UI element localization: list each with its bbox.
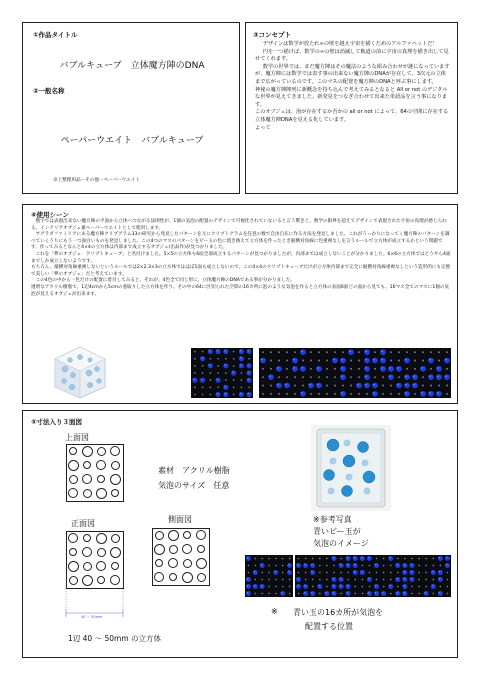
blue-bubble: [367, 591, 372, 596]
blue-bubble: [436, 366, 442, 372]
bubble-circle: [69, 475, 78, 484]
blue-bubble: [223, 392, 228, 397]
blue-bubble: [412, 383, 418, 389]
blue-bubble: [239, 363, 244, 368]
bubble-circle: [196, 558, 207, 569]
blue-bubble: [287, 570, 292, 575]
concept-box: [245, 22, 458, 194]
blue-bubble: [292, 366, 298, 372]
blue-bubble: [268, 374, 274, 380]
title-box: [22, 22, 240, 194]
blue-bubble: [353, 556, 358, 561]
blue-bubble: [284, 383, 290, 389]
bubble-circle: [82, 547, 92, 557]
bubble-circle: [68, 561, 79, 572]
blue-bubble: [316, 383, 322, 389]
dimension-label: 40 ～ 50mm: [81, 615, 103, 619]
blue-bubble: [192, 378, 197, 383]
blue-bubble: [388, 366, 394, 372]
bubble-size-text: 気泡のサイズ 任意: [158, 481, 230, 490]
blue-bubble: [308, 383, 314, 389]
blue-bubble: [300, 391, 306, 397]
category-text: 卓上整理用品－その他－ペーパーウエイト: [53, 178, 141, 183]
bubble-circle: [82, 575, 93, 586]
bubble-circle: [168, 558, 178, 568]
general-name-value: ペーパーウエイト バブルキューブ: [60, 136, 204, 146]
blue-bubble: [317, 584, 322, 589]
blue-bubble: [380, 358, 386, 364]
blue-bubble: [239, 356, 244, 361]
blue-bubble: [404, 374, 410, 380]
blue-bubble: [223, 363, 228, 368]
general-name-heading: ②一般名称: [33, 87, 65, 95]
blue-bubble: [396, 383, 402, 389]
blue-bubble: [303, 563, 308, 568]
acrylic-cube-photo: [53, 345, 107, 399]
blue-bubble: [402, 577, 407, 582]
blue-bubble: [239, 349, 244, 354]
blue-bubble: [310, 570, 315, 575]
title-value: バブルキューブ 立体魔方陣のDNA: [59, 61, 205, 71]
concept-line: 数学の世界では、まだ魔方陣はその魔法のような組み合わせが謎になっていますが、魔方陣には数学では表す事の出来ない魔方陣のDNAが存在して、3次元の立体まで広がっているのです。このマスの配置を魔方陣のDNAと呼ぶ事にします。: [255, 63, 450, 85]
blue-bubble: [253, 584, 258, 589]
blue-bubble: [445, 563, 450, 568]
blue-bubble: [247, 378, 252, 383]
bubble-circle: [68, 533, 78, 543]
blue-bubble: [339, 577, 344, 582]
blue-bubble: [276, 383, 282, 389]
bubble-circle: [197, 573, 206, 582]
blue-bubble: [428, 358, 434, 364]
bubble-circle: [68, 488, 78, 498]
note-line-2: 配置する位置: [305, 622, 353, 631]
blue-bubble: [247, 370, 252, 375]
bubble-circle: [97, 548, 106, 557]
blue-bubble: [420, 391, 426, 397]
bubble-circle: [69, 447, 77, 455]
bubble-circle: [154, 544, 165, 555]
front-view-grid: [66, 531, 124, 589]
bubble-circle: [169, 573, 177, 581]
blue-bubble: [346, 584, 351, 589]
blue-bubble: [388, 374, 394, 380]
bubble-circle: [96, 533, 107, 544]
blue-bubble: [287, 563, 292, 568]
blue-bubble: [223, 385, 228, 390]
blue-bubble: [431, 570, 436, 575]
top-view-label: 上面図: [65, 433, 89, 442]
blue-bubble: [431, 584, 436, 589]
blue-bubble: [303, 591, 308, 596]
blue-bubble: [246, 556, 251, 561]
top-view-grid: [66, 444, 124, 502]
blue-bubble: [436, 391, 442, 397]
blue-bubble: [438, 591, 443, 596]
blue-bubble: [340, 374, 346, 380]
blue-bubble-grid-photo: [259, 348, 451, 398]
blue-bubble: [208, 363, 213, 368]
blue-bubble: [380, 366, 386, 372]
concept-line: よって: [255, 124, 271, 131]
blue-bubble: [331, 577, 336, 582]
blue-bubble: [260, 584, 265, 589]
blue-bubble: [310, 591, 315, 596]
blue-bubble: [420, 366, 426, 372]
blue-bubble: [360, 556, 365, 561]
bubble-circle: [183, 559, 192, 568]
blue-bubble: [404, 358, 410, 364]
drawing-box: [22, 410, 458, 658]
blue-bubble: [444, 358, 450, 364]
concept-line: このオブジェは、泡が存在するか否かの all or not によって、64の空間に存在する立体魔方陣DNAを見える化しています。: [255, 109, 449, 123]
blue-bubble: [296, 584, 301, 589]
blue-bubble: [412, 374, 418, 380]
usage-text: [31, 219, 451, 298]
blue-bubble: [372, 383, 378, 389]
blue-bubble: [367, 577, 372, 582]
blue-bubble: [247, 392, 252, 397]
blue-bubble: [310, 563, 315, 568]
blue-bubble: [260, 563, 265, 568]
usage-heading: ④使用シーン: [31, 211, 69, 219]
bubble-circle: [182, 544, 192, 554]
blue-bubble: [428, 391, 434, 397]
blue-bubble: [246, 584, 251, 589]
bubble-circle: [83, 562, 92, 571]
note-mark: ※: [271, 607, 278, 616]
usage-box: [22, 204, 458, 404]
blue-bubble: [339, 584, 344, 589]
usage-paragraph: もちろん、縦横対角線重複しないというルールでは2×2.3×3の立方体ではほぼ1面も成立しないので、この4×4のクリプトキューブだけが立方体内部まで完全に縦横対角線重複なしという造形的にも完璧で美しい「夢のオブジェ」だと考えています。: [31, 265, 451, 277]
usage-paragraph: 透明なアクリル樹脂で、1辺4cmから5cmの亜取りした立方体を作り、その中の64に区切られた空間の16カ所に泡のような気泡を作ると立方体の表面6面どの面から見ても、16マス全てのマスに1個の気泡が見えるオブジェが出来ます。: [31, 284, 450, 297]
bubble-circle: [111, 562, 119, 570]
reference-photo-label: ※参考写真: [313, 515, 352, 524]
bubble-circle: [96, 561, 106, 571]
blue-bubble: [246, 577, 251, 582]
bubble-circle: [111, 534, 120, 543]
cube-size-text: 1辺 40 ～ 50mm の立方体: [68, 634, 162, 643]
blue-bubble: [409, 570, 414, 575]
blue-bubble: [223, 349, 228, 354]
note-line-1: 青い玉の16カ所が気泡を: [293, 608, 384, 617]
bubble-circle: [97, 576, 105, 584]
concept-line: 円を一つ描けば、数学の∞の壁は消滅して軌道の前に宇宙の真理を描き出して見せてくれます。: [255, 48, 449, 63]
blue-bubble: [260, 358, 266, 364]
blue-bubble: [356, 383, 362, 389]
reference-cube-photo: [311, 425, 391, 511]
blue-bubble: [388, 556, 393, 561]
bubble-circle: [110, 446, 120, 456]
blue-bubble: [346, 556, 351, 561]
blue-bubble: [428, 374, 434, 380]
blue-bubble: [208, 349, 213, 354]
bubble-circle: [169, 545, 178, 554]
blue-bubble: [200, 356, 205, 361]
blue-bubble: [200, 378, 205, 383]
blue-bubble: [372, 358, 378, 364]
blue-bubble: [300, 349, 306, 355]
bubble-circle: [155, 559, 163, 567]
blue-bubble: [436, 374, 442, 380]
marble-caption: 青いビー玉が: [313, 527, 361, 536]
blue-bubble: [340, 358, 346, 364]
blue-bubble: [404, 391, 410, 397]
blue-bubble: [216, 378, 221, 383]
blue-bubble: [231, 370, 236, 375]
blue-bubble: [247, 363, 252, 368]
blue-bubble: [276, 366, 282, 372]
blue-bubble: [280, 591, 285, 596]
blue-bubble: [402, 591, 407, 596]
blue-bubble: [381, 591, 386, 596]
bubble-circle: [197, 545, 205, 553]
blue-bubble: [324, 591, 329, 596]
title-heading: ①作品タイトル: [33, 31, 78, 39]
blue-bubble: [402, 570, 407, 575]
bubble-circle: [154, 572, 164, 582]
side-view-grid: [152, 528, 210, 586]
concept-text: [255, 41, 451, 132]
side-view-label: 側面図: [168, 515, 192, 524]
blue-bubble: [395, 577, 400, 582]
blue-bubble: [332, 358, 338, 364]
blue-bubble: [246, 591, 251, 596]
blue-bubble: [216, 392, 221, 397]
concept-line: デザインは数学が放たれ∞の壁を越え宇宙を描くためのアルファベットだ！: [262, 41, 438, 47]
bubble-circle: [82, 446, 93, 457]
blue-bubble: [374, 584, 379, 589]
bubble-circle: [110, 547, 121, 558]
drawing-heading: ⑤寸法入り３面図: [31, 418, 83, 426]
usage-paragraph: 数字では表現出来ない魔方陣の平面から立体へつながる法則性が、1個の気泡の配置のデザインで可視化されていないると言う驚きと、数学の限界を超えてデザインで表現された宇宙の真理が感じられる、インテリアオブジェ兼ペーパーウエイトとして使用します。: [31, 219, 447, 231]
blue-bubble: [380, 349, 386, 355]
blue-bubble: [404, 383, 410, 389]
blue-bubble: [331, 591, 336, 596]
blue-bubble: [364, 374, 370, 380]
bubble-circle: [97, 447, 106, 456]
blue-bubble: [438, 577, 443, 582]
bubble-circle: [97, 475, 105, 483]
blue-bubble: [372, 391, 378, 397]
bubble-circle: [183, 531, 191, 539]
bubble-circle: [83, 534, 91, 542]
blue-bubble: [303, 584, 308, 589]
blue-bubble: [364, 366, 370, 372]
blue-bubble: [364, 383, 370, 389]
blue-bubble: [239, 392, 244, 397]
bubble-circle: [111, 461, 120, 470]
blue-bubble: [273, 570, 278, 575]
usage-paragraph: この4色の中から一色だけの配置に着目してみると、それが、4色全て同じ形に、立体魔方陣のDNAである事が分かりました。: [35, 278, 296, 284]
bubble-image-caption: 気泡のイメージ: [313, 539, 369, 548]
blue-bubble: [409, 563, 414, 568]
blue-bubble: [331, 584, 336, 589]
blue-bubble: [348, 349, 354, 355]
bubble-circle: [68, 460, 79, 471]
bubble-circle: [69, 548, 77, 556]
blue-bubble: [364, 349, 370, 355]
blue-bubble: [247, 349, 252, 354]
blue-bubble: [402, 584, 407, 589]
blue-bubble: [339, 563, 344, 568]
blue-bubble: [374, 591, 379, 596]
front-view-label: 正面図: [71, 519, 95, 528]
blue-bubble: [346, 591, 351, 596]
blue-bubble: [424, 591, 429, 596]
blue-bubble: [445, 556, 450, 561]
blue-bubble: [438, 556, 443, 561]
blue-bubble: [395, 563, 400, 568]
usage-paragraph: サグラダファミリアにある魔方陣クリプグラム33の研究から発見したパターンを元にクリプトグラムを任意の数で自由自在に作る方法を発見しました。これがうっかりになってく魔方陣のパターンを調べていくうちにもう一つ面白いものを発見しました。この4つのマスのパターンをビー玉の色に置き換えて立方体を作ったとき縦横対角線に色重複なしを言うルールで立方体が成立するかという問題です。作ってみるとなんと4×4の立方体は内部まで成立するオブジェ(出品作)が見つかりました。: [31, 232, 450, 251]
blue-bubble: [331, 556, 336, 561]
blue-bubble: [340, 391, 346, 397]
blue-bubble: [374, 563, 379, 568]
concept-line: 神秘の魔方陣陣列に新概念を持ち込んで考えてみるとなると All or not のデジタルな世界が見えてきました。新発見をつなぎ合わせて出来た単語品を言う事になります。: [255, 86, 448, 108]
bubble-circle: [110, 474, 121, 485]
blue-bubble: [353, 570, 358, 575]
blue-bubble: [409, 577, 414, 582]
bubble-circle: [196, 530, 206, 540]
blue-bubble: [444, 374, 450, 380]
material-text: 素材 アクリル樹脂: [158, 466, 230, 475]
blue-bubble: [316, 366, 322, 372]
bubble-circle: [110, 575, 120, 585]
bubble-circle: [96, 488, 107, 499]
blue-bubble: [346, 563, 351, 568]
bubble-circle: [83, 489, 92, 498]
bubble-circle: [69, 576, 78, 585]
blue-bubble: [396, 366, 402, 372]
blue-bubble: [364, 358, 370, 364]
bubble-position-grid-photo: [295, 555, 451, 597]
bubble-circle: [82, 474, 92, 484]
blue-bubble: [340, 366, 346, 372]
bubble-position-square-photo: [245, 555, 293, 597]
bubble-circle: [83, 461, 91, 469]
concept-heading: ③コンセプト: [253, 31, 292, 39]
blue-bubble: [353, 563, 358, 568]
blue-bubble: [388, 584, 393, 589]
blue-bubble: [253, 570, 258, 575]
blue-bubble: [216, 349, 221, 354]
blue-bubble: [402, 563, 407, 568]
usage-paragraph: これを「夢のオブジェ グリプトキューブ」と名付けました。5×5の立方体も6面全部成立するパターンが見つかりましたが、内部までは成立しないことが分かりました。6×6の立方体ではどうやら4面までしか成立しないようです。: [31, 251, 451, 264]
bubble-circle: [96, 460, 106, 470]
blue-bubble-pattern-photo: [191, 348, 253, 398]
blue-bubble: [367, 556, 372, 561]
blue-bubble: [292, 358, 298, 364]
bubble-circle: [182, 572, 193, 583]
blue-bubble: [360, 570, 365, 575]
blue-bubble: [300, 366, 306, 372]
blue-bubble: [296, 563, 301, 568]
bubble-circle: [111, 489, 119, 497]
blue-bubble: [296, 577, 301, 582]
bubble-circle: [168, 530, 179, 541]
blue-bubble: [395, 591, 400, 596]
blue-bubble: [438, 570, 443, 575]
bubble-circle: [155, 531, 164, 540]
